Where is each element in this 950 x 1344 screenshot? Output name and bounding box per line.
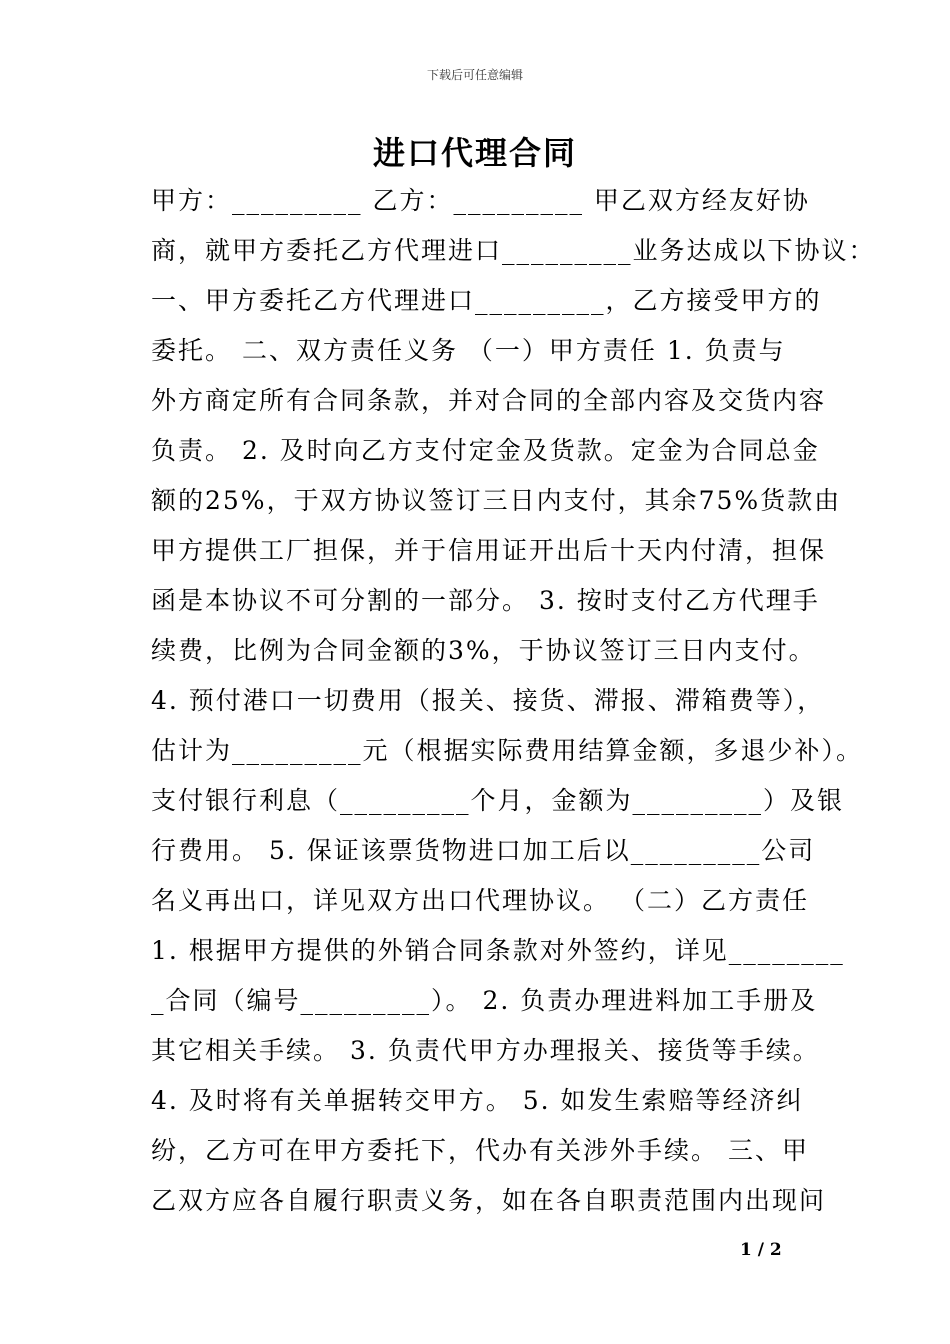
body-line: 支付银行利息（_________个月，金额为_________）及银	[151, 786, 845, 815]
body-line: _合同（编号_________）。 2. 负责办理进料加工手册及	[151, 986, 818, 1015]
body-line: 4. 预付港口一切费用（报关、接货、滞报、滞箱费等），	[151, 686, 825, 715]
document-title: 进口代理合同	[372, 134, 577, 172]
body-line: 商，就甲方委托乙方代理进口_________业务达成以下协议：	[151, 236, 876, 265]
contract-body	[151, 176, 876, 1226]
body-line: 甲方：_________ 乙方：_________ 甲乙双方经友好协	[151, 186, 810, 215]
body-line: 行费用。 5. 保证该票货物进口加工后以_________公司	[151, 836, 816, 865]
body-line: 外方商定所有合同条款，并对合同的全部内容及交货内容	[151, 386, 827, 415]
body-line: 一、甲方委托乙方代理进口_________，乙方接受甲方的	[151, 286, 822, 315]
body-line: 纷，乙方可在甲方委托下，代办有关涉外手续。 三、甲	[151, 1136, 809, 1165]
header-note: 下载后可任意编辑	[426, 68, 523, 82]
body-line: 函是本协议不可分割的一部分。 3. 按时支付乙方代理手	[151, 586, 820, 615]
body-line: 续费，比例为合同金额的3%，于协议签订三日内支付。	[151, 636, 816, 665]
page-number: 1 / 2	[740, 1240, 782, 1260]
body-line: 名义再出口，详见双方出口代理协议。 （二）乙方责任	[151, 886, 809, 915]
body-line: 委托。 二、双方责任义务 （一）甲方责任 1. 负责与	[151, 336, 786, 365]
body-line: 负责。 2. 及时向乙方支付定金及货款。定金为合同总金	[151, 436, 820, 465]
body-line: 甲方提供工厂担保，并于信用证开出后十天内付清，担保	[151, 536, 827, 565]
body-line: 1. 根据甲方提供的外销合同条款对外签约，详见________	[151, 936, 845, 965]
body-line: 4. 及时将有关单据转交甲方。 5. 如发生索赔等经济纠	[151, 1086, 804, 1115]
body-line: 乙双方应各自履行职责义务，如在各自职责范围内出现问	[151, 1186, 827, 1215]
body-line: 其它相关手续。 3. 负责代甲方办理报关、接货等手续。	[151, 1036, 820, 1065]
body-line: 估计为_________元（根据实际费用结算金额，多退少补）。	[151, 736, 864, 765]
body-line: 额的25%，于双方协议签订三日内支付，其余75%货款由	[151, 486, 842, 515]
